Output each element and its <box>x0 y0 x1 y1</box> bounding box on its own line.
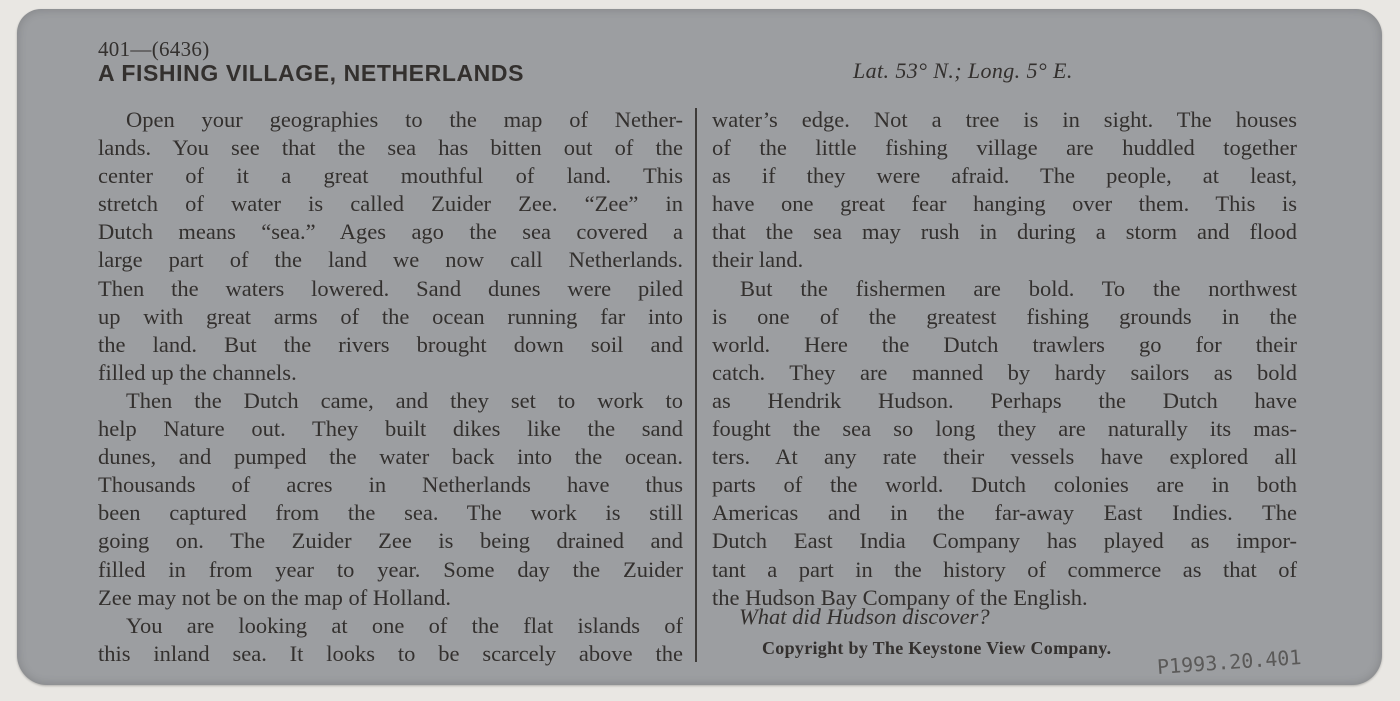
text-line: ters. At any rate their vessels have explored all <box>712 444 1297 470</box>
handwritten-accession-number: P1993.20.401 <box>1156 644 1303 679</box>
column-divider <box>695 108 697 662</box>
text-line: this inland sea. It looks to be scarcely above the <box>98 640 683 666</box>
text-line: fought the sea so long they are naturally its mas- <box>712 416 1297 442</box>
text-line: parts of the world. Dutch colonies are in both <box>712 472 1297 498</box>
text-line: large part of the land we now call Netherlands. <box>98 247 683 273</box>
text-line: But the fishermen are bold. To the northwest <box>740 275 1297 301</box>
text-line: Dutch East India Company has played as impor- <box>712 528 1297 554</box>
text-line: that the sea may rush in during a storm and flood <box>712 219 1297 245</box>
text-line: filled in from year to year. Some day the Zuider <box>98 556 683 582</box>
text-line: tant a part in the history of commerce as that of <box>712 556 1297 582</box>
text-line: as if they were afraid. The people, at least, <box>712 163 1297 189</box>
study-question: What did Hudson discover? <box>739 604 990 629</box>
text-line: stretch of water is called Zuider Zee. “Zee” in <box>98 191 683 217</box>
text-line: Thousands of acres in Netherlands have thus <box>98 472 683 498</box>
catalog-number: 401—(6436) <box>98 37 210 61</box>
text-line: as Hendrik Hudson. Perhaps the Dutch have <box>712 387 1297 413</box>
text-line: catch. They are manned by hardy sailors as bold <box>712 359 1297 385</box>
text-line: center of it a great mouthful of land. This <box>98 163 683 189</box>
copyright-notice: Copyright by The Keystone View Company. <box>762 638 1112 658</box>
text-line: been captured from the sea. The work is still <box>98 500 683 526</box>
left-text-column <box>98 106 683 668</box>
coordinates: Lat. 53° N.; Long. 5° E. <box>853 58 1073 83</box>
text-line: Zee may not be on the map of Holland. <box>98 584 452 610</box>
text-line: the land. But the rivers brought down soil and <box>98 331 683 357</box>
text-line: Then the Dutch came, and they set to work to <box>126 387 683 413</box>
text-line: the Hudson Bay Company of the English. <box>712 584 1088 610</box>
text-line: filled up the channels. <box>98 359 297 385</box>
text-line: world. Here the Dutch trawlers go for their <box>712 331 1297 357</box>
text-line: have one great fear hanging over them. This is <box>712 191 1297 217</box>
card-title: A FISHING VILLAGE, NETHERLANDS <box>98 60 525 86</box>
text-line: Open your geographies to the map of Nether- <box>126 107 683 132</box>
right-text-column <box>712 106 1297 612</box>
text-line: up with great arms of the ocean running far into <box>98 303 683 329</box>
text-line: dunes, and pumped the water back into the ocean. <box>98 444 683 470</box>
text-line: of the little fishing village are huddled together <box>712 135 1297 161</box>
text-line: Americas and in the far-away East Indies. The <box>712 500 1297 526</box>
text-line: is one of the greatest fishing grounds in the <box>712 303 1297 329</box>
text-line: water’s edge. Not a tree is in sight. The houses <box>712 107 1297 132</box>
text-line: Then the waters lowered. Sand dunes were piled <box>98 275 683 301</box>
text-line: You are looking at one of the flat islands of <box>126 612 683 638</box>
text-line: going on. The Zuider Zee is being drained and <box>98 528 683 554</box>
text-line: their land. <box>712 247 804 273</box>
text-line: help Nature out. They built dikes like the sand <box>98 416 683 442</box>
text-line: Dutch means “sea.” Ages ago the sea covered a <box>98 219 683 245</box>
text-line: lands. You see that the sea has bitten out of the <box>98 135 683 161</box>
